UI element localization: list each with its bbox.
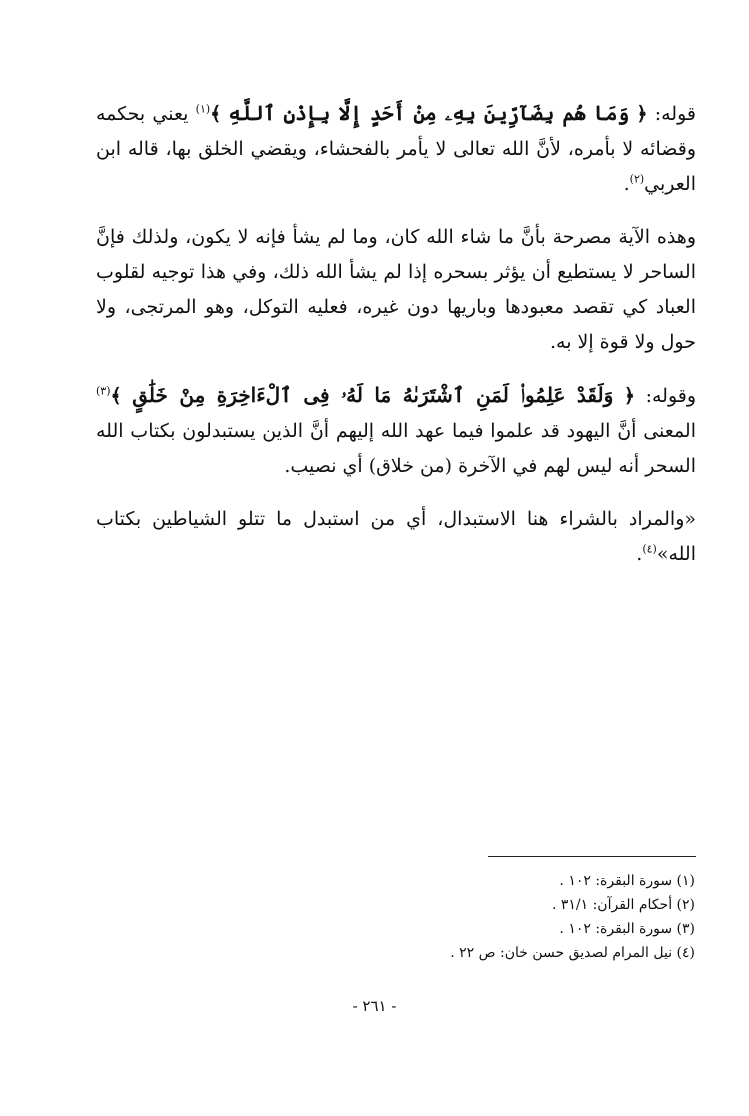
quran-verse: وَلَقَدْ عَلِمُوا۟ لَمَنِ ٱشْتَرَىٰهُ مَا لَهُۥ فِى ٱلْءَاخِرَةِ مِنْ خَلَٰقٍ (132, 383, 614, 407)
footnote-3: (٣) سورة البقرة: ١٠٢ . (559, 921, 695, 937)
quran-open-brace: ﴿ (623, 385, 635, 407)
intro-label: قوله: (654, 103, 696, 125)
footnotes (295, 869, 695, 965)
quran-verse: وَمَا هُم بِضَآرِّينَ بِهِۦ مِنْ أَحَدٍ إِلَّا بِإِذْنِ ٱللَّهِ (228, 101, 630, 125)
footnote-ref[interactable]: (١) (195, 102, 211, 116)
main-text (96, 96, 696, 590)
paragraph-2 (96, 220, 696, 360)
paragraph-text: وهذه الآية مصرحة بأنَّ ما شاء الله كان، وما لم يشأ فإنه لا يكون، ولذلك فإنَّ الساحر لا يستطيع أن يؤثر بسحره إذا لم يشأ الله ذلك، وفي هذا توجيه لقلوب العباد كي تقصد معبودها وباريها دون غيره، فعليه التوكل، وهو المرتجى، ولا حول ولا قوة إلا به. (96, 226, 696, 353)
paragraph-text: يعني بحكمه وقضائه لا بأمره، لأنَّ الله تعالى لا يأمر بالفحشاء، ويقضي الخلق بها، قاله ابن العربي (96, 103, 696, 195)
footnote-ref[interactable]: (٣) (96, 384, 111, 398)
footnote-2: (٢) أحكام القرآن: ٣١/١ . (551, 897, 695, 913)
period: . (623, 173, 630, 195)
intro-label: وقوله: (645, 385, 697, 407)
quran-close-brace: ﴾ (110, 385, 122, 407)
footnote-ref[interactable]: (٤) (642, 542, 657, 556)
quran-open-brace: ﴿ (636, 103, 648, 125)
quran-close-brace: ﴾ (210, 103, 222, 125)
footnote-4: (٤) نيل المرام لصديق حسن خان: ص ٢٢ . (450, 945, 695, 961)
period: . (636, 543, 643, 565)
paragraph-text: «والمراد بالشراء هنا الاستبدال، أي من استبدل ما تتلو الشياطين بكتاب الله» (96, 508, 696, 565)
footnote-divider (488, 856, 696, 857)
paragraph-text: المعنى أنَّ اليهود قد علموا فيما عهد الله إليهم أنَّ الذين يستبدلون بكتاب الله السحر أنه ليس لهم في الآخرة (من خلاق) أي نصيب. (96, 420, 696, 477)
footnote-ref[interactable]: (٢) (629, 172, 645, 186)
footnote-1: (١) سورة البقرة: ١٠٢ . (559, 873, 695, 889)
page-number: - ٢٦١ - (352, 997, 397, 1015)
paragraph-4 (96, 502, 696, 572)
paragraph-3 (96, 378, 696, 484)
paragraph-1 (96, 96, 696, 202)
